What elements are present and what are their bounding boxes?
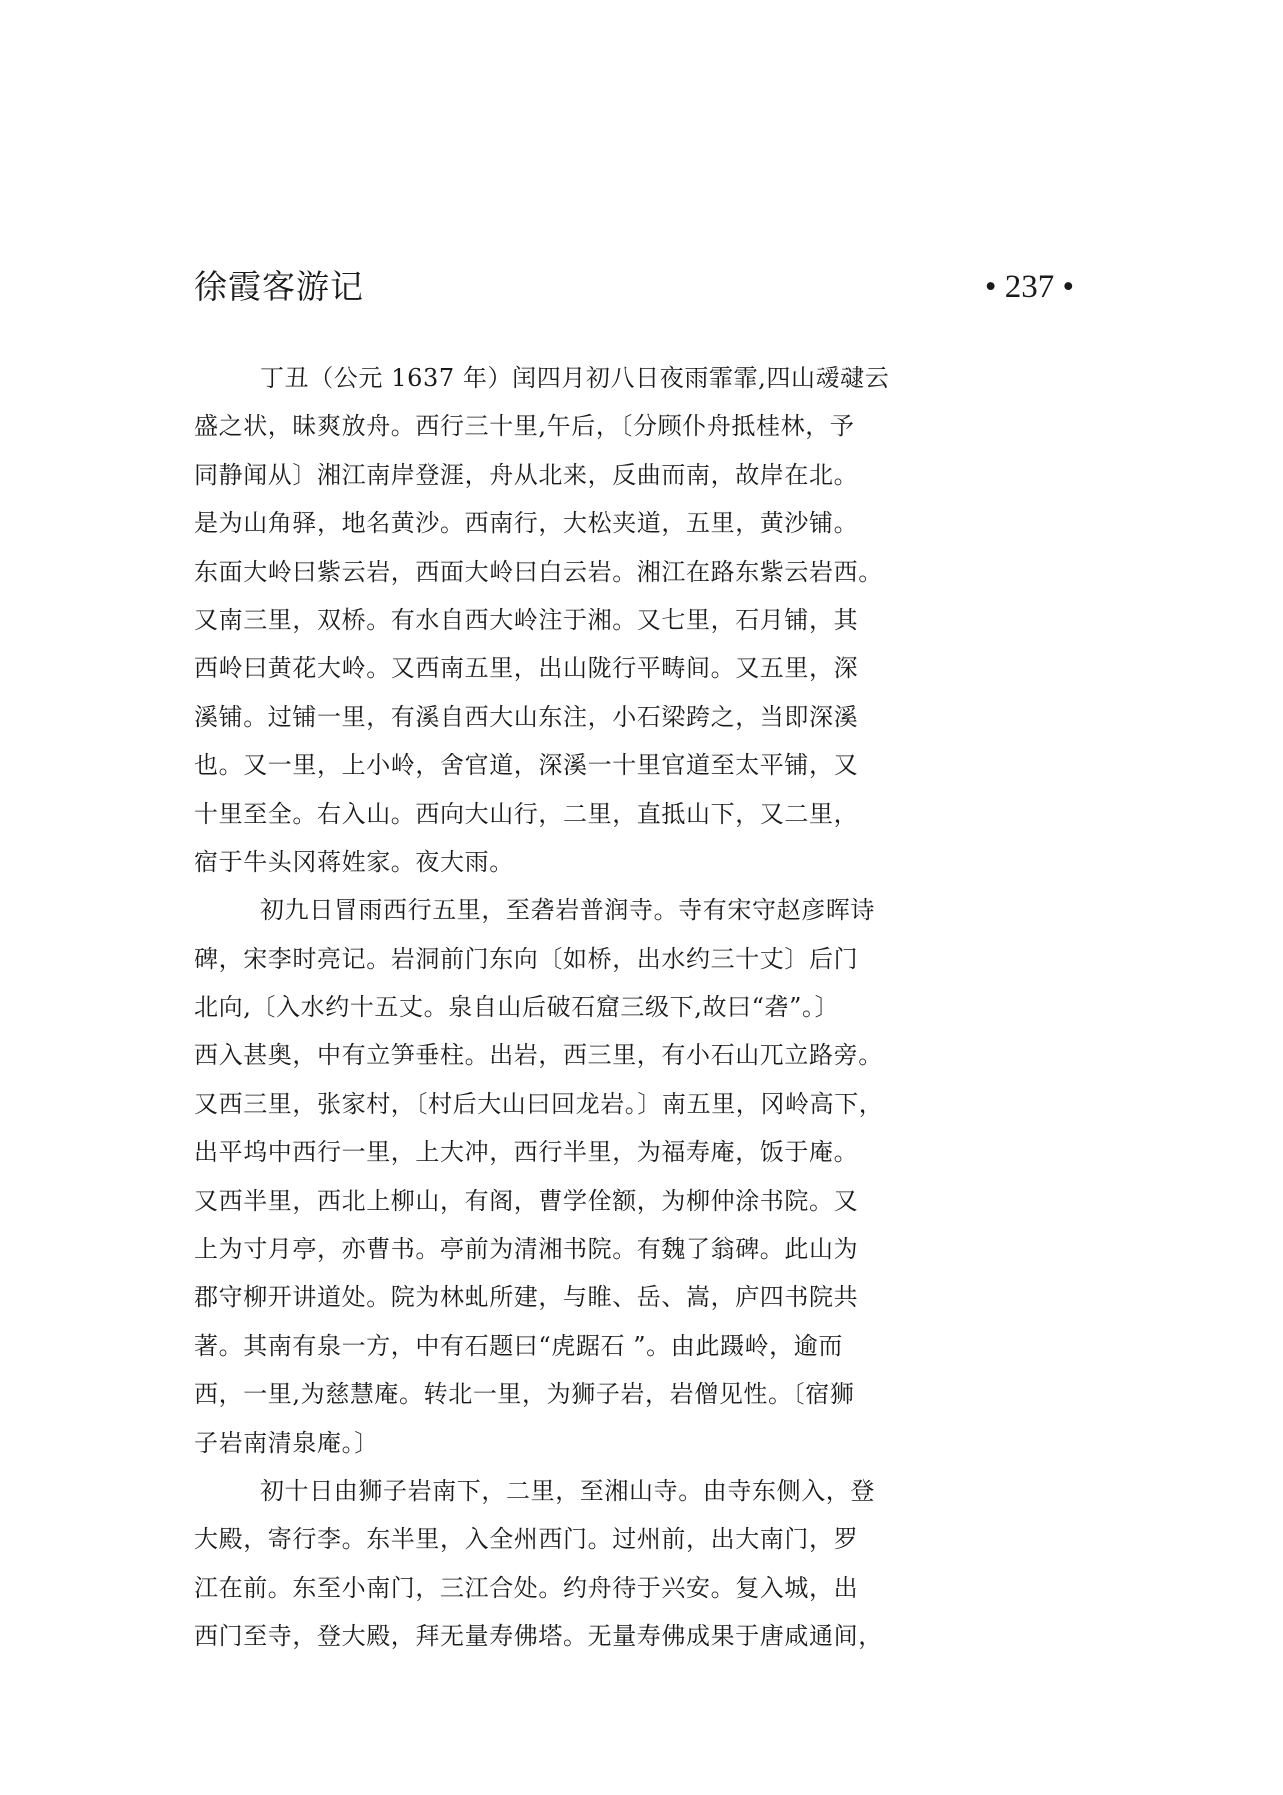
- text-line: 同静闻从〕湘江南岸登涯，舟从北来，反曲而南，故岸在北。: [194, 460, 859, 489]
- text-line: 丁丑（公元 1637 年）闰四月初八日夜雨霏霏,四山叆叇云: [260, 364, 890, 392]
- text-line: 大殿，寄行李。东半里，入全州西门。过州前，出大南门，罗: [194, 1525, 859, 1554]
- text-line: 上为寸月亭，亦曹书。亭前为清湘书院。有魏了翁碑。此山为: [194, 1235, 859, 1264]
- text-line: 碑，宋李时亮记。岩洞前门东向〔如桥，出水约三十丈〕后门: [194, 944, 859, 973]
- text-line: 郡守柳开讲道处。院为林虬所建，与睢、岳、嵩，庐四书院共: [194, 1283, 859, 1312]
- book-title: 徐霞客游记: [194, 267, 364, 306]
- text-line: 北向,〔入水约十五丈。泉自山后破石窟三级下,故曰“砻”。〕: [194, 993, 840, 1022]
- page-header: [194, 262, 1079, 312]
- text-line: 西门至寺，登大殿，拜无量寿佛塔。无量寿佛成果于唐咸通间，: [194, 1622, 883, 1651]
- text-line: 东面大岭曰紫云岩，西面大岭曰白云岩。湘江在路东紫云岩西。: [194, 557, 883, 586]
- text-line: 又西三里，张家村，〔村后大山曰回龙岩。〕南五里，冈岭高下，: [194, 1089, 884, 1118]
- text-line: 盛之状，昧爽放舟。西行三十里,午后，〔分顾仆舟抵桂林，予: [194, 412, 855, 441]
- text-line: 初十日由狮子岩南下，二里，至湘山寺。由寺东侧入，登: [260, 1476, 875, 1505]
- page-number: • 237 •: [984, 269, 1074, 305]
- text-line: 出平坞中西行一里，上大冲，西行半里，为福寿庵，饭于庵。: [194, 1138, 859, 1167]
- text-line: 又南三里，双桥。有水自西大岭注于湘。又七里，石月铺，其: [194, 605, 859, 634]
- text-line: 十里至全。右入山。西向大山行，二里，直抵山下，又二里，: [194, 799, 859, 828]
- text-line: 宿于牛头冈蒋姓家。夜大雨。: [194, 847, 514, 876]
- text-line: 西岭曰黄花大岭。又西南五里，出山陇行平畴间。又五里，深: [194, 654, 859, 683]
- text-line: 江在前。东至小南门，三江合处。约舟待于兴安。复入城，出: [194, 1573, 859, 1602]
- paragraph-3: [194, 1467, 1104, 1661]
- text-line: 西入甚奥，中有立笋垂柱。出岩，西三里，有小石山兀立路旁。: [194, 1041, 883, 1070]
- text-line: 也。又一里，上小岭，舍官道，深溪一十里官道至太平铺，又: [194, 751, 859, 780]
- body-text: [194, 354, 1104, 1661]
- text-line: 又西半里，西北上柳山，有阁，曹学佺额，为柳仲涂书院。又: [194, 1186, 859, 1215]
- paragraph-2: [194, 886, 1104, 1467]
- text-line: 溪铺。过铺一里，有溪自西大山东注，小石梁跨之，当即深溪: [194, 702, 859, 731]
- text-line: 是为山角驿，地名黄沙。西南行，大松夹道，五里，黄沙铺。: [194, 509, 859, 538]
- text-line: 著。其南有泉一方，中有石题曰“虎踞石 ”。由此蹑岭，逾而: [194, 1331, 843, 1360]
- text-line: 西，一里,为慈慧庵。转北一里，为狮子岩，岩僧见性。〔宿狮: [194, 1380, 855, 1409]
- text-line: 初九日冒雨西行五里，至砻岩普润寺。寺有宋守赵彦晖诗: [260, 896, 875, 925]
- paragraph-1: [194, 354, 1104, 886]
- text-line: 子岩南清泉庵。〕: [194, 1428, 379, 1457]
